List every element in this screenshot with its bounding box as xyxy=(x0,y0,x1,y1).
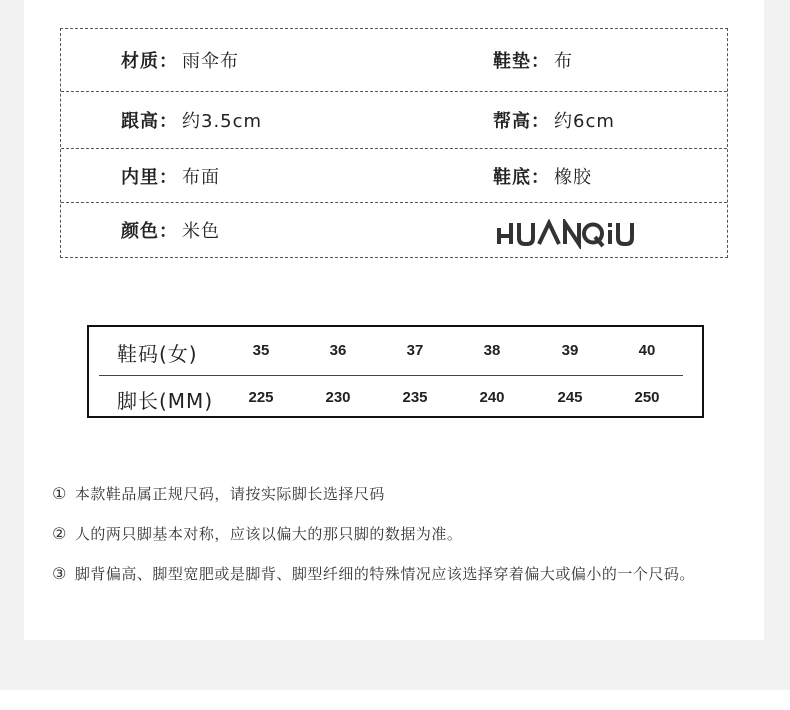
size-note xyxy=(52,483,385,504)
foot-length-value: 225 xyxy=(248,389,274,406)
note-text: 人的两只脚基本对称，应该以偏大的那只脚的数据为准。 xyxy=(74,525,463,543)
note-text: 脚背偏高、脚型宽肥或是脚背、脚型纤细的特殊情况应该选择穿着偏大或偏小的一个尺码。 xyxy=(74,565,695,583)
spec-row xyxy=(61,203,727,257)
sole-label: 鞋底： xyxy=(493,166,550,188)
sole-spec xyxy=(493,149,592,202)
foot-length-value: 230 xyxy=(325,389,351,406)
heel-height-value: 约3.5cm xyxy=(182,111,263,132)
lining-value: 布面 xyxy=(182,166,220,188)
spec-row xyxy=(61,92,727,149)
foot-length-row-label: 脚长(MM) xyxy=(117,389,214,413)
size-value: 40 xyxy=(638,342,656,359)
foot-length-value: 240 xyxy=(479,389,505,406)
upper-height-spec xyxy=(493,92,615,148)
brand-logo xyxy=(495,217,635,251)
lining-spec xyxy=(121,149,220,202)
heel-height-spec xyxy=(121,92,262,148)
insole-spec xyxy=(493,29,573,91)
color-spec xyxy=(121,203,220,257)
spec-row xyxy=(61,29,727,92)
color-label: 颜色： xyxy=(121,221,178,242)
bottom-divider-strip xyxy=(0,690,790,710)
insole-value: 布 xyxy=(554,51,573,72)
upper-height-label: 帮高： xyxy=(493,111,550,132)
foot-length-value: 250 xyxy=(634,389,660,406)
size-row-label: 鞋码(女) xyxy=(117,342,198,366)
foot-length-value: 245 xyxy=(557,389,583,406)
upper-height-value: 约6cm xyxy=(554,111,615,132)
insole-label: 鞋垫： xyxy=(493,51,550,72)
note-number: ① xyxy=(52,484,67,503)
heel-height-label: 跟高： xyxy=(121,111,178,132)
note-number: ② xyxy=(52,524,67,543)
spec-row xyxy=(61,149,727,203)
size-value: 37 xyxy=(406,342,424,359)
size-chart-divider xyxy=(99,375,683,376)
note-text: 本款鞋品属正规尺码，请按实际脚长选择尺码 xyxy=(74,485,385,503)
foot-length-value: 235 xyxy=(402,389,428,406)
spec-table xyxy=(60,28,728,258)
size-value: 35 xyxy=(252,342,270,359)
size-chart xyxy=(87,325,704,418)
product-detail-card xyxy=(24,0,764,640)
material-spec xyxy=(121,29,239,91)
note-number: ③ xyxy=(52,564,67,583)
color-value: 米色 xyxy=(182,221,220,242)
size-value: 36 xyxy=(329,342,347,359)
size-value: 38 xyxy=(483,342,501,359)
brand-logo-mark xyxy=(495,219,635,249)
material-value: 雨伞布 xyxy=(182,51,239,72)
size-note xyxy=(52,563,695,584)
size-value: 39 xyxy=(561,342,579,359)
sole-value: 橡胶 xyxy=(554,166,592,188)
size-note xyxy=(52,523,462,544)
material-label: 材质： xyxy=(121,51,178,72)
lining-label: 内里： xyxy=(121,166,178,188)
